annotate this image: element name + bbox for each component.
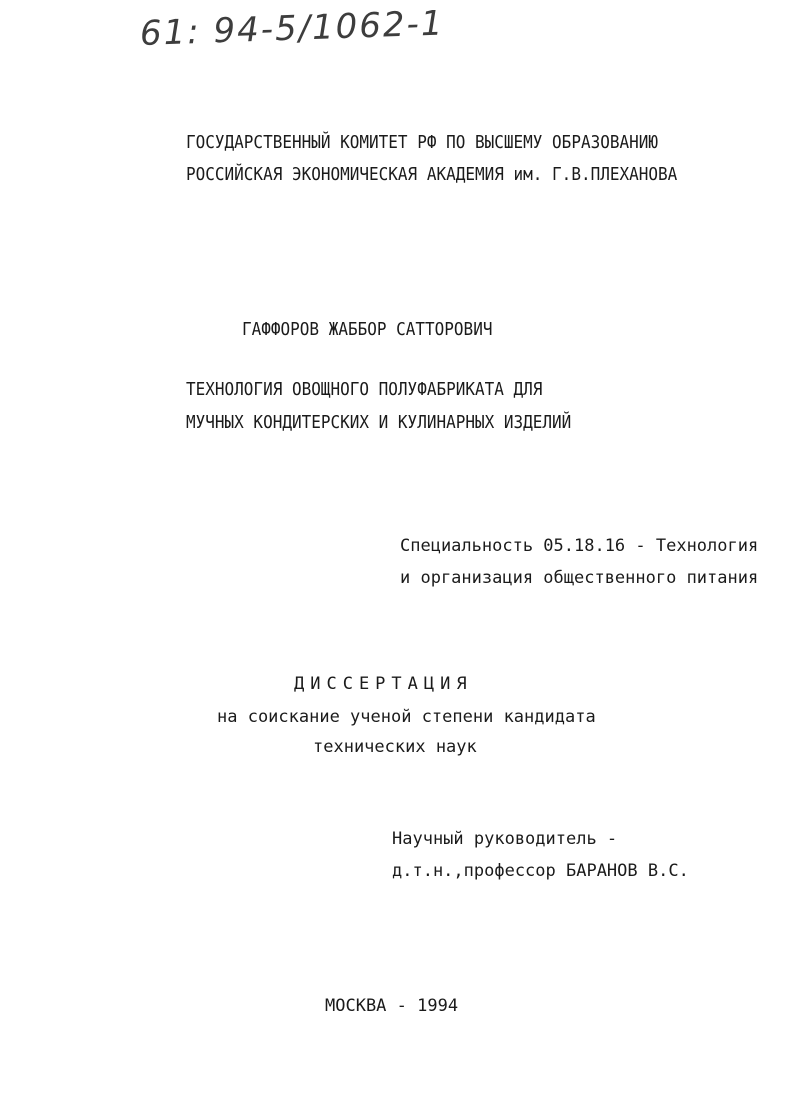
thesis-title-line-1: ТЕХНОЛОГИЯ ОВОЩНОГО ПОЛУФАБРИКАТА ДЛЯ <box>186 378 543 400</box>
specialty-line-2: и организация общественного питания <box>400 568 759 588</box>
degree-line-2: технических наук <box>313 737 477 757</box>
supervisor-line-1: Научный руководитель - <box>392 829 618 849</box>
supervisor-line-2: д.т.н.,профессор БАРАНОВ В.С. <box>392 861 689 881</box>
handwritten-catalog-code: 61: 94-5/1062-1 <box>139 3 446 54</box>
degree-line-1: на соискание ученой степени кандидата <box>217 707 596 727</box>
specialty-line-1: Специальность 05.18.16 - Технология <box>400 536 759 556</box>
institution-line-1: ГОСУДАРСТВЕННЫЙ КОМИТЕТ РФ ПО ВЫСШЕМУ ОБРАЗОВАНИЮ <box>186 131 659 153</box>
author-name: ГАФФОРОВ ЖАББОР САТТОРОВИЧ <box>242 318 493 340</box>
dissertation-heading: ДИССЕРТАЦИЯ <box>294 674 473 694</box>
institution-line-2: РОССИЙСКАЯ ЭКОНОМИЧЕСКАЯ АКАДЕМИЯ им. Г.В.ПЛЕХАНОВА <box>186 163 678 185</box>
thesis-title-line-2: МУЧНЫХ КОНДИТЕРСКИХ И КУЛИНАРНЫХ ИЗДЕЛИЙ <box>186 411 572 433</box>
city-year: МОСКВА - 1994 <box>325 996 459 1016</box>
